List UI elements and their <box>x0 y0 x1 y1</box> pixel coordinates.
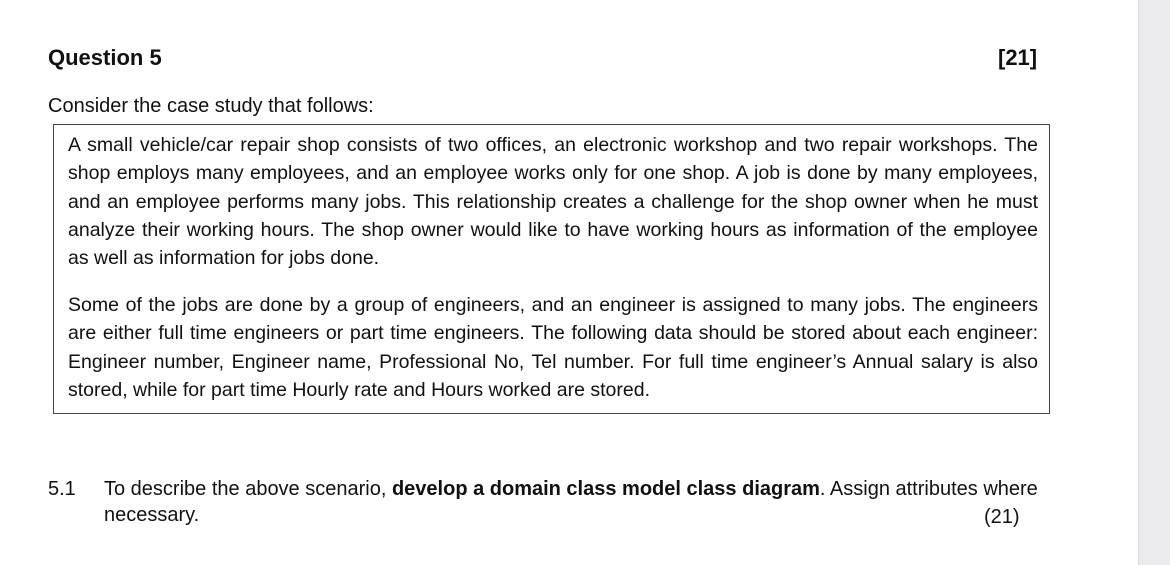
question-title: Question 5 <box>48 45 162 70</box>
subquestion-number: 5.1 <box>48 478 76 500</box>
question-marks: [21] <box>998 45 1038 70</box>
case-study-paragraph-2: Some of the jobs are done by a group of engineers, and an engineer is assigned to many jobs. The engineers are either full time engineers or part time engineers. The following data should be stored about each engineer: Engineer number, Engineer name, Professional No, Tel number. For full time engineer’s Annual salary is also stored, while for part time Hourly rate and Hours worked are stored. <box>68 294 1038 401</box>
subquestion-marks: (21) <box>984 506 1020 528</box>
subquestion-text-bold: develop a domain class model class diagram <box>391 478 820 500</box>
subquestion-text-after: . Assign attributes where necessary. <box>104 478 1038 526</box>
intro-text: Consider the case study that follows: <box>48 95 374 117</box>
case-study-box <box>53 124 1050 414</box>
scrollbar-strip <box>1138 0 1170 565</box>
subquestion-text-before: To describe the above scenario, <box>104 478 392 500</box>
subquestion-text <box>104 476 1044 528</box>
case-study-paragraph-1: A small vehicle/car repair shop consists of two offices, an electronic workshop and two repair workshops. The shop employs many employees, and an employee works only for one shop. A job is done by many employees, and an employee performs many jobs. This relationship creates a challenge for the shop owner when he must analyze their working hours. The shop owner would like to have working hours as information of the employee as well as information for jobs done. <box>68 134 1038 270</box>
